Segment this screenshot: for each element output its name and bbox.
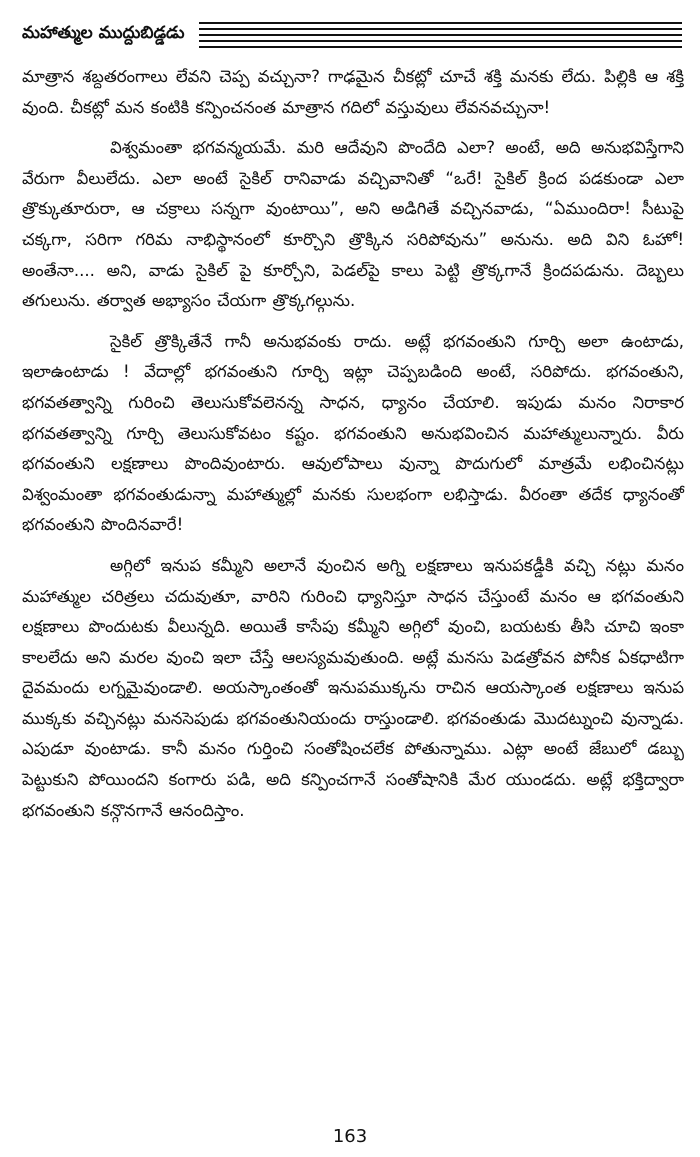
paragraph-continued: మాత్రాన శబ్దతరంగాలు లేవని చెప్ప వచ్చునా? గాఢమైన చీకట్లో చూచే శక్తి మనకు లేదు. పిల్లికి ఆ శక్తి వుంది. చీకట్లో మన కంటికి కన్పించనంత మాత్రాన గదిలో వస్తువులు లేవనవచ్చునా!: [22, 67, 684, 117]
header-rule: [199, 22, 682, 24]
header-rule-lines: [199, 22, 682, 48]
paragraph: సైకిల్ త్రొక్కితేనే గానీ అనుభవంకు రాదు. అట్లే భగవంతుని గూర్చి అలా ఉంటాడు, ఇలాఉంటాడు ! వేదాల్లో భగవంతుని గూర్చి ఇట్లా చెప్పబడింది అంటే, సరిపోదు. భగవంతుని, భగవతత్వాన్ని గురించి తెలుసుకోవలెనన్న సాధన, ధ్యానం చేయాలి. ఇపుడు మనం నిరాకార భగవతత్వాన్ని గూర్చి తెలుసుకోవటం కష్టం. భగవంతుని అనుభవించిన మహాత్ములున్నారు. వీరు భగవంతుని లక్షణాలు పొందివుంటారు. ఆవులోపాలు వున్నా పొదుగులో మాత్రమే లభించినట్లు విశ్వంమంతా భగవంతుడున్నా మహాత్ముల్లో మనకు సులభంగా లభిస్తాడు. వీరంతా తదేక ధ్యానంతో భగవంతుని పొందినవారే!: [22, 331, 684, 535]
header-rule: [199, 46, 682, 48]
paragraph: విశ్వమంతా భగవన్మయమే. మరి ఆదేవుని పొందేది ఎలా? అంటే, అది అనుభవిస్తేగాని వేరుగా వీలులేదు. ఎలా అంటే సైకిల్ రానివాడు వచ్చివానితో “ఒరే! సైకిల్ క్రింద పడకుండా ఎలా త్రొక్కుతూరురా, ఆ చక్రాలు సన్నగా వుంటాయి”, అని అడిగితే వచ్చినవాడు, “ఏముందిరా! సీటుపై చక్కగా, సరిగా గరిమ నాభిస్థానంలో కూర్చొని త్రొక్కిన సరిపోవును” అనును. అది విని ఓహో! అంతేనా.... అని, వాడు సైకిల్ పై కూర్చోని, పెడల్‌పై కాలు పెట్టి త్రొక్కగానే క్రిందపడును. దెబ్బలు తగులును. తర్వాత అభ్యాసం చేయగా త్రొక్కగల్గును.: [22, 138, 684, 311]
paragraph: అగ్గిలో ఇనుప కమ్మీని అలానే వుంచిన అగ్ని లక్షణాలు ఇనుపకడ్డీకి వచ్చి నట్లు మనం మహాత్ముల చరిత్రలు చదువుతూ, వారిని గురించి ధ్యానిస్తూ సాధన చేస్తుంటే మనం ఆ భగవంతుని లక్షణాలు పొందుటకు వీలున్నది. అయితే కాసేపు కమ్మీని అగ్గిలో వుంచి, బయటకు తీసి చూచి ఇంకా కాలలేదు అని మరల వుంచి ఇలా చేస్తే ఆలస్యమవుతుంది. అట్లే మనసు పెడత్రోవన పోనీక ఏకధాటిగా దైవమందు లగ్నమైవుండాలి. అయస్కాంతంతో ఇనుపముక్కను రాచిన ఆయస్కాంత లక్షణాలు ఇనుప ముక్కకు వచ్చినట్లు మనసెపుడు భగవంతునియందు రాస్తుండాలి. భగవంతుడు మొదట్నుంచి వున్నాడు. ఎపుడూ వుంటాడు. కానీ మనం గుర్తించి సంతోషించలేక పోతున్నాము. ఎట్లా అంటే జేబులో డబ్బు పెట్టుకుని పోయిందని కంగారు పడి, అది కన్పించగానే సంతోషానికి మేర యుండదు. అట్లే భక్తిద్వారా భగవంతుని కన్గొనగానే ఆనందిస్తాం.: [22, 555, 684, 820]
page-body: [22, 62, 684, 836]
book-title: మహాత్ముల ముద్దుబిడ్డడు: [22, 23, 185, 43]
header-rule: [199, 28, 682, 30]
running-header: [22, 18, 682, 52]
header-rule: [199, 34, 682, 36]
page-number: 163: [332, 1126, 368, 1147]
header-rule: [199, 40, 682, 42]
